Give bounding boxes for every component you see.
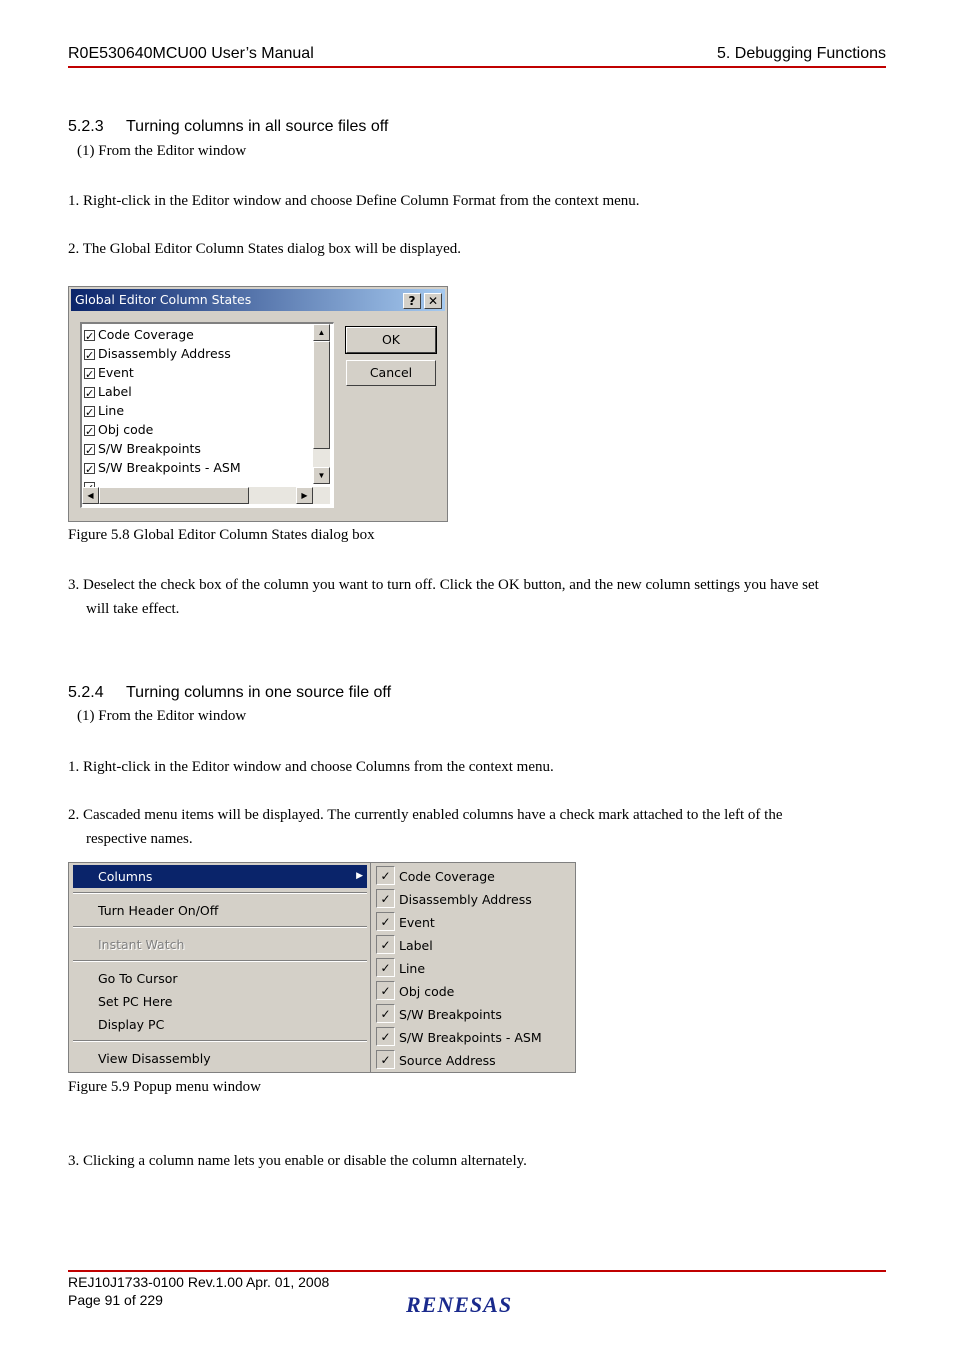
- check-icon: ✓: [376, 1050, 395, 1069]
- menu-item-display-pc[interactable]: Display PC: [98, 1017, 165, 1032]
- checkbox-checked[interactable]: [84, 444, 95, 455]
- submenu-item[interactable]: ✓ S/W Breakpoints - ASM: [373, 1026, 573, 1049]
- scroll-left-icon[interactable]: ◀: [82, 487, 99, 504]
- footer-rule: [68, 1270, 886, 1272]
- cancel-button[interactable]: Cancel: [346, 360, 436, 386]
- check-icon: ✓: [376, 1004, 395, 1023]
- step-text: 3. Deselect the check box of the column you want to turn off. Click the OK button, and the new column settings you have set will take effect.: [68, 577, 819, 617]
- check-icon: ✓: [376, 1027, 395, 1046]
- chapter-title: 5. Debugging Functions: [717, 45, 886, 62]
- menu-separator: [73, 960, 367, 962]
- subheading: (1) From the Editor window: [77, 708, 247, 724]
- submenu-item[interactable]: ✓ Obj code: [373, 980, 573, 1003]
- step-text: 1. Right-click in the Editor window and choose Columns from the context menu.: [68, 759, 554, 775]
- menu-separator: [73, 1040, 367, 1042]
- popup-menu: [68, 862, 372, 1073]
- renesas-logo: [404, 1292, 554, 1325]
- dialog-title-bar: [71, 289, 445, 311]
- check-icon: ✓: [376, 912, 395, 931]
- header-rule: [68, 66, 886, 68]
- scroll-down-icon[interactable]: ▼: [313, 467, 330, 484]
- scroll-up-icon[interactable]: ▲: [313, 324, 330, 341]
- horizontal-scrollbar[interactable]: [82, 487, 330, 504]
- column-list: [80, 322, 334, 508]
- checkbox-checked[interactable]: [84, 463, 95, 474]
- check-icon: ✓: [376, 866, 395, 885]
- checkbox-checked[interactable]: [84, 425, 95, 436]
- page-number: Page 91 of 229: [68, 1292, 163, 1308]
- menu-separator: [73, 892, 367, 894]
- checkbox-checked[interactable]: [84, 387, 95, 398]
- menu-item-set-pc-here[interactable]: Set PC Here: [98, 994, 173, 1009]
- submenu-item[interactable]: ✓ Label: [373, 934, 573, 957]
- menu-item-columns[interactable]: Columns ▶: [73, 865, 367, 888]
- check-icon: ✓: [376, 981, 395, 1000]
- renesas-logo-icon: [404, 1292, 554, 1320]
- menu-item-view-disassembly[interactable]: View Disassembly: [98, 1051, 211, 1066]
- checkbox-checked[interactable]: [84, 368, 95, 379]
- list-item[interactable]: ✓Obj code: [84, 420, 153, 439]
- checkbox-checked[interactable]: [84, 406, 95, 417]
- section-number: 5.2.3: [68, 118, 104, 135]
- section-heading-523: [68, 118, 388, 136]
- step-text: 2. Cascaded menu items will be displayed. The currently enabled columns have a check mark attached to the left of the respective names.: [68, 807, 783, 847]
- submenu-item[interactable]: ✓ S/W Breakpoints: [373, 1003, 573, 1026]
- section-heading-524: [68, 684, 391, 702]
- list-item[interactable]: ✓Event: [84, 363, 134, 382]
- step-text: 1. Right-click in the Editor window and choose Define Column Format from the context menu.: [68, 193, 640, 209]
- list-item[interactable]: ✓S/W Breakpoints - ASM: [84, 458, 241, 477]
- check-icon: ✓: [376, 935, 395, 954]
- manual-title: R0E530640MCU00 User’s Manual: [68, 45, 314, 62]
- doc-id: REJ10J1733-0100 Rev.1.00 Apr. 01, 2008: [68, 1274, 330, 1290]
- check-icon: ✓: [376, 958, 395, 977]
- list-item[interactable]: ✓Label: [84, 382, 132, 401]
- global-editor-column-states-dialog: [68, 286, 448, 522]
- menu-item-go-to-cursor[interactable]: Go To Cursor: [98, 971, 178, 986]
- submenu-item[interactable]: ✓ Event: [373, 911, 573, 934]
- menu-item-turn-header[interactable]: Turn Header On/Off: [98, 903, 219, 918]
- menu-separator: [73, 926, 367, 928]
- checkbox-checked[interactable]: [84, 330, 95, 341]
- scroll-right-icon[interactable]: ▶: [296, 487, 313, 504]
- list-item[interactable]: ✓Code Coverage: [84, 325, 194, 344]
- close-button[interactable]: ✕: [424, 293, 442, 309]
- section-title: Turning columns in all source files off: [126, 118, 389, 135]
- ok-button[interactable]: OK: [346, 327, 436, 353]
- dialog-title: Global Editor Column States: [75, 292, 252, 307]
- check-icon: ✓: [376, 889, 395, 908]
- list-item[interactable]: ✓Disassembly Address: [84, 344, 231, 363]
- vertical-scrollbar[interactable]: [313, 324, 330, 484]
- list-item[interactable]: ✓Line: [84, 401, 124, 420]
- submenu-item[interactable]: ✓ Source Address: [373, 1049, 573, 1072]
- help-button[interactable]: ?: [403, 293, 421, 309]
- subheading: (1) From the Editor window: [77, 143, 247, 159]
- scroll-thumb[interactable]: [313, 341, 330, 449]
- svg-text:RENESAS: RENESAS: [406, 1292, 513, 1317]
- submenu-item[interactable]: ✓ Code Coverage: [373, 865, 573, 888]
- step-text: 3. Clicking a column name lets you enable or disable the column alternately.: [68, 1153, 527, 1169]
- menu-item-instant-watch: Instant Watch: [98, 937, 185, 952]
- section-number: 5.2.4: [68, 684, 104, 701]
- section-title: Turning columns in one source file off: [126, 684, 392, 701]
- figure-caption: Figure 5.8 Global Editor Column States dialog box: [68, 527, 375, 543]
- scroll-thumb[interactable]: [99, 487, 249, 504]
- checkbox-checked[interactable]: [84, 349, 95, 360]
- list-item[interactable]: ✓S/W Breakpoints: [84, 439, 201, 458]
- columns-submenu: [370, 862, 576, 1073]
- step-text: 2. The Global Editor Column States dialog box will be displayed.: [68, 241, 462, 257]
- submenu-arrow-icon: ▶: [356, 871, 363, 881]
- submenu-item[interactable]: ✓ Disassembly Address: [373, 888, 573, 911]
- submenu-item[interactable]: ✓ Line: [373, 957, 573, 980]
- figure-caption: Figure 5.9 Popup menu window: [68, 1079, 261, 1095]
